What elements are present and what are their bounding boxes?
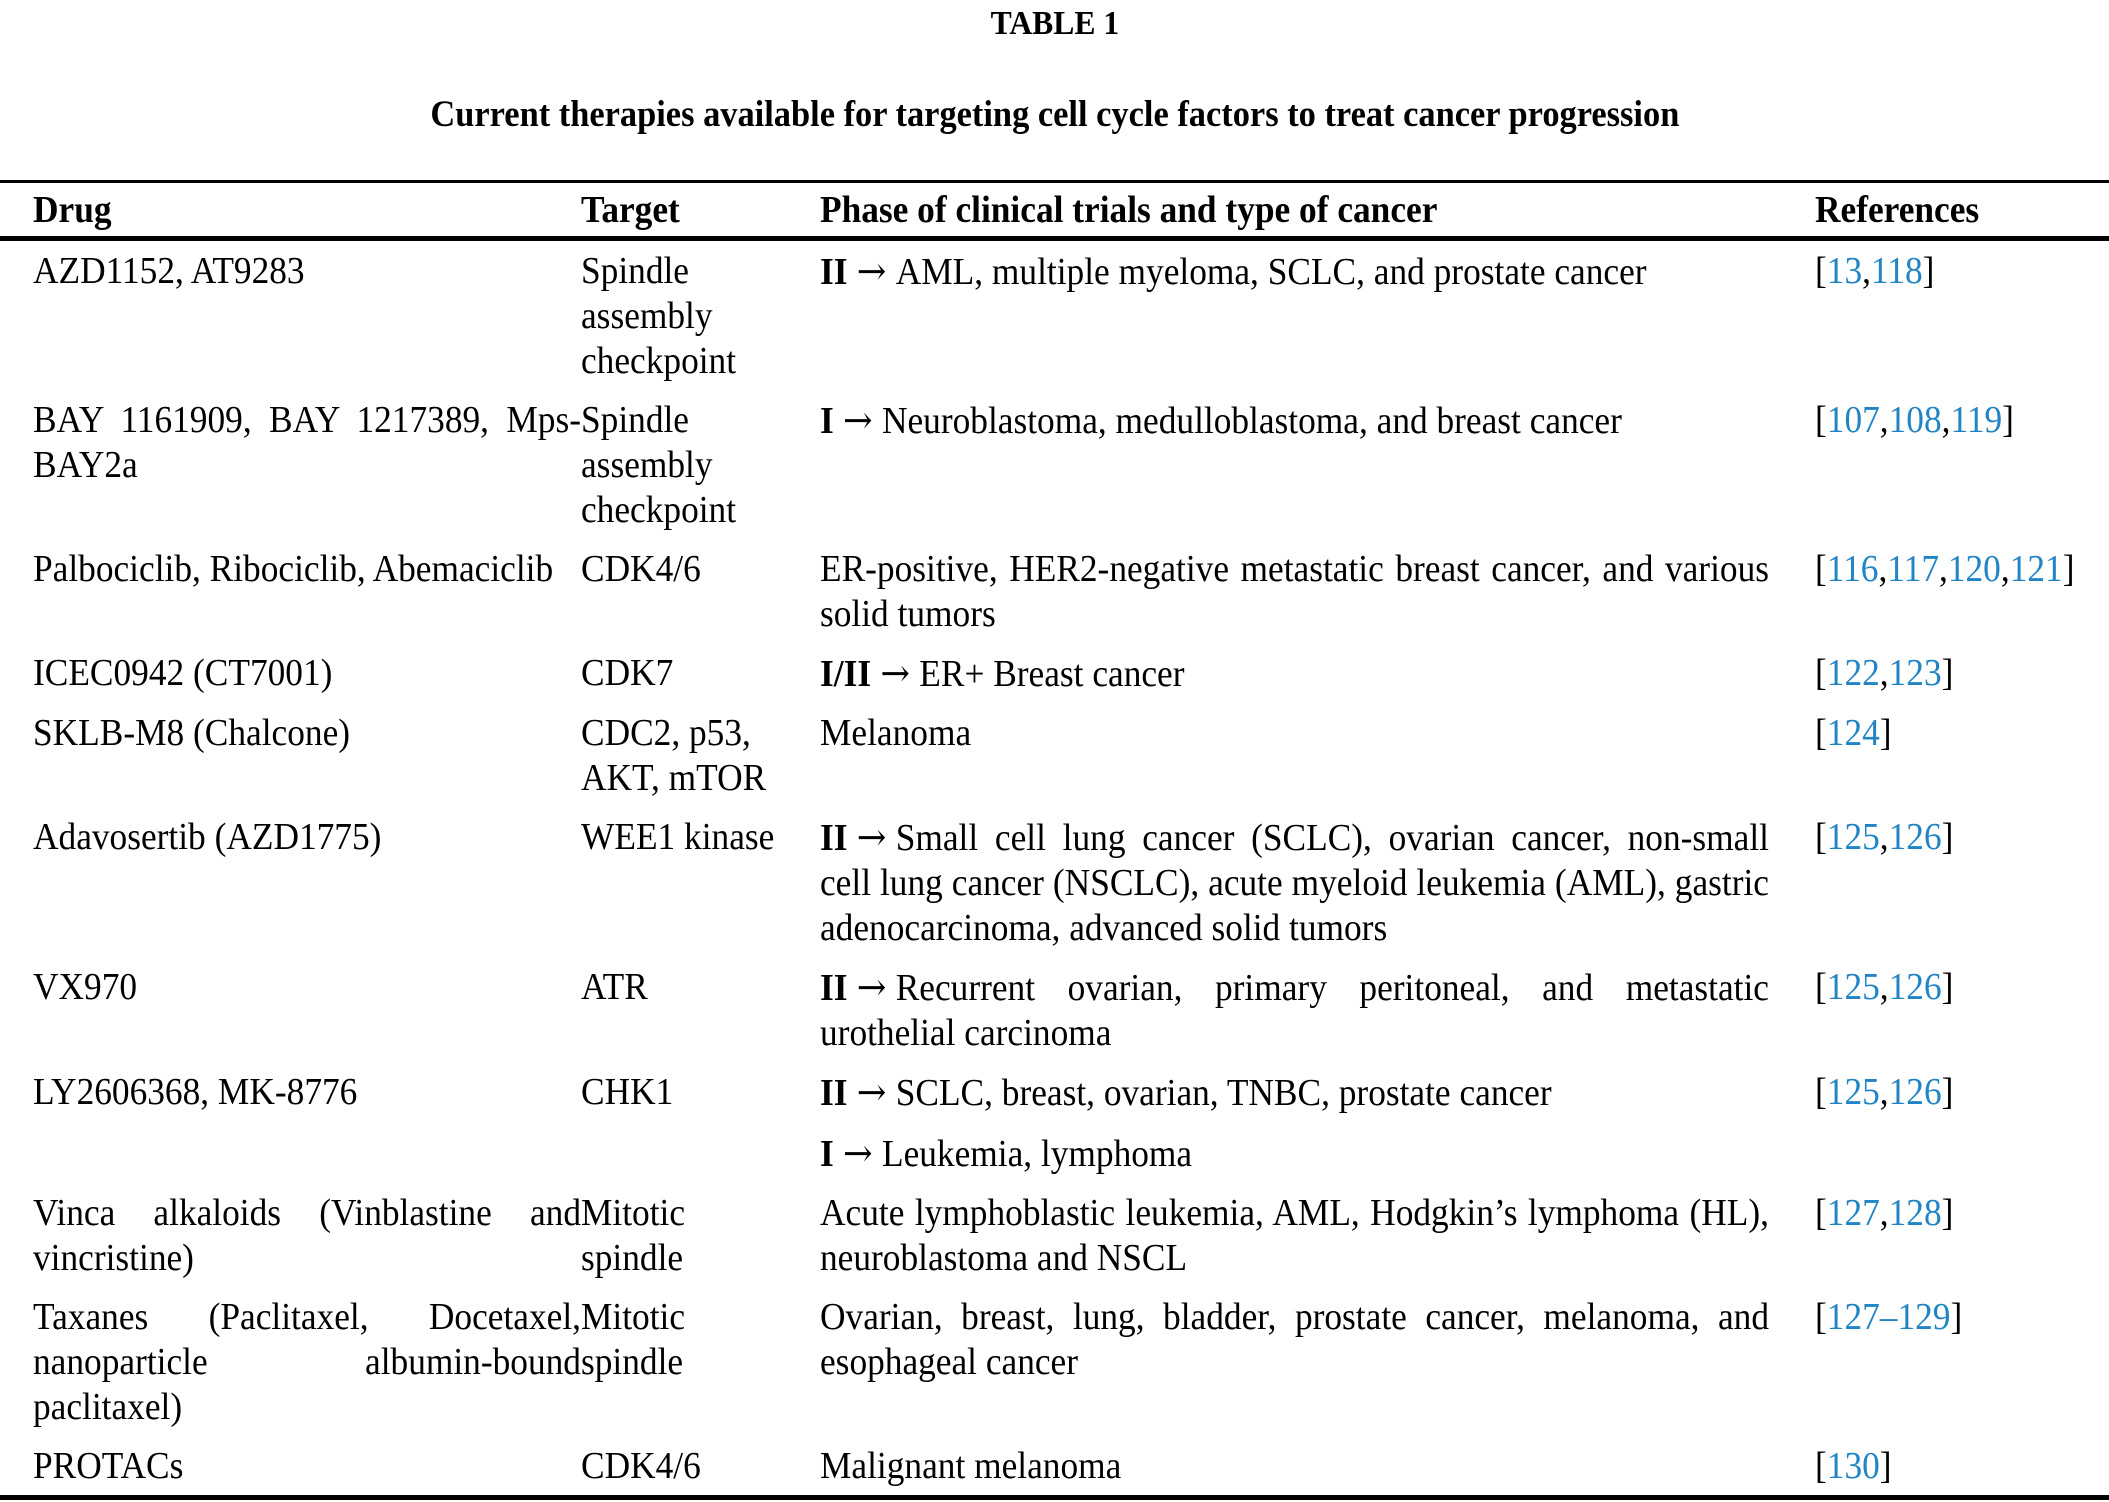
reference-open-bracket: [ (1815, 250, 1827, 292)
reference-close-bracket: ] (1941, 966, 1954, 1008)
drug-cell (0, 1287, 581, 1436)
references-content (1815, 815, 2109, 860)
reference-open-bracket: [ (1815, 652, 1827, 694)
reference-link[interactable]: 119 (1950, 399, 2003, 441)
reference-close-bracket: ] (1879, 1445, 1892, 1487)
table-title: Current therapies available for targeting cell cycle factors to treat cancer progression (430, 94, 1679, 135)
arrow-right-icon: → (856, 815, 887, 859)
target-name: CDK7 (581, 652, 674, 694)
target-name: CDK4/6 (581, 548, 701, 590)
phase-text: Leukemia, lymphoma (881, 1133, 1193, 1175)
references-cell (1815, 703, 2109, 807)
reference-separator: , (1878, 548, 1888, 590)
phase-text: ER+ Breast cancer (919, 653, 1185, 695)
phase-cell (820, 643, 1815, 703)
drug-name: AZD1152, AT9283 (33, 250, 305, 292)
reference-link[interactable]: 126 (1888, 966, 1942, 1008)
phase-cell (820, 807, 1815, 957)
phase-text: Small cell lung cancer (SCLC), ovarian cancer, non-small cell lung cancer (NSCLC), acute myeloid leukemia (AML), gastric adenocarcinoma, advanced solid tumors (820, 817, 1769, 949)
references-cell (1815, 539, 2109, 643)
table-row (0, 703, 2109, 807)
target-cell (581, 1062, 820, 1183)
arrow-right-icon: → (843, 1131, 873, 1175)
phase-entry (820, 547, 1769, 637)
reference-separator: , (1879, 1071, 1889, 1113)
reference-link[interactable]: 125 (1826, 1071, 1880, 1113)
target-cell (581, 539, 820, 643)
table-label: TABLE 1 (990, 5, 1119, 42)
phase-entry (820, 1131, 1769, 1177)
drug-cell (0, 1436, 581, 1498)
references-content (1815, 398, 2109, 443)
reference-link[interactable]: 125 (1826, 966, 1880, 1008)
reference-close-bracket: ] (1941, 1192, 1954, 1234)
target-name: Mitotic spindle (581, 1192, 686, 1279)
references-content (1815, 249, 2109, 294)
reference-link[interactable]: 127 (1826, 1192, 1880, 1234)
phase-text: SCLC, breast, ovarian, TNBC, prostate cancer (895, 1072, 1552, 1114)
references-content (1815, 1191, 2109, 1236)
phase-entry (820, 965, 1769, 1056)
reference-separator: , (1879, 652, 1889, 694)
table-row (0, 1062, 2109, 1183)
reference-close-bracket: ] (1879, 712, 1892, 754)
target-cell (581, 807, 820, 957)
phase-cell (820, 1287, 1815, 1436)
phase-content (820, 1444, 1769, 1489)
drug-name: ICEC0942 (CT7001) (33, 652, 333, 694)
reference-link[interactable]: 120 (1947, 548, 2001, 590)
phase-entry (820, 1191, 1769, 1281)
references-content (1815, 547, 2109, 592)
phase-cell (820, 1183, 1815, 1287)
phase-text: Recurrent ovarian, primary peritoneal, and metastatic urothelial carcinoma (820, 967, 1769, 1054)
reference-close-bracket: ] (1950, 1296, 1963, 1338)
table-row (0, 539, 2109, 643)
reference-open-bracket: [ (1815, 1445, 1827, 1487)
reference-link[interactable]: 126 (1888, 816, 1942, 858)
reference-separator: , (1862, 250, 1871, 292)
phase-content (820, 547, 1769, 637)
target-cell (581, 390, 820, 539)
references-cell (1815, 390, 2109, 539)
reference-close-bracket: ] (2062, 548, 2075, 590)
reference-link[interactable]: 122 (1826, 652, 1880, 694)
reference-link[interactable]: 108 (1888, 399, 1942, 441)
phase-number: II (820, 817, 848, 859)
phase-text: Melanoma (820, 712, 972, 754)
target-name: CDK4/6 (581, 1445, 701, 1487)
table-row (0, 239, 2109, 391)
drug-name: BAY 1161909, BAY 1217389, Mps-BAY2a (33, 399, 581, 486)
drug-name: Vinca alkaloids (Vinblastine and vincristine) (33, 1192, 581, 1279)
target-name: Spindle assembly checkpoint (581, 399, 737, 531)
references-cell (1815, 1436, 2109, 1498)
references-cell (1815, 239, 2109, 391)
target-cell (581, 703, 820, 807)
target-name: Spindle assembly checkpoint (581, 250, 737, 382)
phase-text: AML, multiple myeloma, SCLC, and prostate cancer (895, 251, 1647, 293)
phase-entry (820, 398, 1769, 444)
phase-content (820, 815, 1769, 951)
table-row (0, 957, 2109, 1062)
references-cell (1815, 957, 2109, 1062)
arrow-right-icon: → (856, 249, 887, 293)
column-header-target (581, 182, 820, 239)
target-cell (581, 1287, 820, 1436)
phase-text: Malignant melanoma (820, 1445, 1122, 1487)
target-cell (581, 1183, 820, 1287)
target-name: ATR (581, 966, 648, 1008)
table-body (0, 239, 2109, 1498)
references-cell (1815, 1062, 2109, 1183)
reference-link[interactable]: 118 (1870, 250, 1923, 292)
phase-content (820, 965, 1769, 1056)
target-name: Mitotic spindle (581, 1296, 686, 1383)
drug-name: PROTACs (33, 1445, 184, 1487)
table-row (0, 1183, 2109, 1287)
table-header (0, 182, 2109, 239)
header-row (0, 182, 2109, 239)
reference-open-bracket: [ (1815, 966, 1827, 1008)
references-content (1815, 711, 2109, 756)
reference-link[interactable]: 125 (1826, 816, 1880, 858)
reference-link[interactable]: 13 (1826, 250, 1863, 292)
drug-cell (0, 239, 581, 391)
column-header-label-drug: Drug (33, 189, 112, 231)
references-cell (1815, 643, 2109, 703)
arrow-right-icon: → (880, 651, 910, 695)
reference-separator: , (1879, 1192, 1889, 1234)
phase-cell (820, 239, 1815, 391)
phase-entry (820, 1295, 1769, 1385)
phase-cell (820, 390, 1815, 539)
phase-entry (820, 1070, 1769, 1116)
reference-separator: , (1939, 548, 1948, 590)
table-row (0, 1436, 2109, 1498)
drug-name: Adavosertib (AZD1775) (33, 816, 382, 858)
arrow-right-icon: → (856, 1070, 887, 1114)
phase-entry (820, 711, 1769, 756)
drug-cell (0, 390, 581, 539)
drug-cell (0, 1183, 581, 1287)
reference-open-bracket: [ (1815, 399, 1827, 441)
drug-name: SKLB-M8 (Chalcone) (33, 712, 351, 754)
phase-entry (820, 1444, 1769, 1489)
arrow-right-icon: → (843, 398, 873, 442)
therapies-table (0, 180, 2109, 1500)
reference-open-bracket: [ (1815, 1071, 1827, 1113)
phase-entry (820, 651, 1769, 697)
drug-cell (0, 539, 581, 643)
reference-link[interactable]: 117 (1887, 548, 1940, 590)
drug-name: Taxanes (Paclitaxel, Docetaxel, nanoparticle albumin-bound paclitaxel) (33, 1296, 581, 1428)
reference-close-bracket: ] (1941, 816, 1954, 858)
phase-content (820, 711, 1769, 756)
references-content (1815, 1444, 2109, 1489)
reference-open-bracket: [ (1815, 548, 1827, 590)
table-row (0, 390, 2109, 539)
table-label-wrap (0, 0, 2109, 44)
reference-link[interactable]: 116 (1826, 548, 1879, 590)
phase-number: II (820, 1072, 848, 1114)
target-cell (581, 239, 820, 391)
reference-separator: , (1879, 816, 1889, 858)
phase-cell (820, 957, 1815, 1062)
drug-cell (0, 703, 581, 807)
phase-content (820, 398, 1769, 444)
reference-close-bracket: ] (1941, 652, 1954, 694)
target-cell (581, 643, 820, 703)
reference-close-bracket: ] (1922, 250, 1935, 292)
reference-open-bracket: [ (1815, 712, 1827, 754)
reference-close-bracket: ] (2002, 399, 2014, 441)
table-row (0, 807, 2109, 957)
references-content (1815, 651, 2109, 696)
table-row (0, 643, 2109, 703)
reference-link[interactable]: 128 (1888, 1192, 1942, 1234)
target-name: WEE1 kinase (581, 816, 775, 858)
reference-link[interactable]: 121 (2009, 548, 2063, 590)
column-header-label-phase: Phase of clinical trials and type of cancer (820, 189, 1438, 231)
reference-link[interactable]: 124 (1826, 712, 1880, 754)
phase-content (820, 1070, 1769, 1177)
phase-cell (820, 1062, 1815, 1183)
reference-separator: , (2000, 548, 2010, 590)
drug-name: VX970 (33, 966, 138, 1008)
phase-entry (820, 815, 1769, 951)
table-title-wrap (0, 92, 2109, 138)
drug-cell (0, 1062, 581, 1183)
reference-separator: , (1879, 399, 1889, 441)
phase-entry (820, 249, 1769, 295)
phase-cell (820, 703, 1815, 807)
phase-content (820, 651, 1769, 697)
drug-cell (0, 643, 581, 703)
phase-number: I (820, 400, 834, 442)
reference-link[interactable]: 126 (1888, 1071, 1942, 1113)
references-cell (1815, 807, 2109, 957)
target-name: CDC2, p53, AKT, mTOR (581, 712, 767, 799)
drug-name: Palbociclib, Ribociclib, Abemaciclib (33, 548, 554, 590)
references-content (1815, 965, 2109, 1010)
phase-text: ER-positive, HER2-negative metastatic breast cancer, and various solid tumors (820, 548, 1769, 635)
phase-text: Acute lymphoblastic leukemia, AML, Hodgkin’s lymphoma (HL), neuroblastoma and NSCL (820, 1192, 1769, 1279)
references-cell (1815, 1287, 2109, 1436)
phase-cell (820, 539, 1815, 643)
reference-close-bracket: ] (1941, 1071, 1954, 1113)
references-content (1815, 1070, 2109, 1115)
table-row (0, 1287, 2109, 1436)
target-name: CHK1 (581, 1071, 674, 1113)
phase-cell (820, 1436, 1815, 1498)
reference-open-bracket: [ (1815, 816, 1827, 858)
drug-cell (0, 957, 581, 1062)
reference-link[interactable]: 107 (1826, 399, 1880, 441)
arrow-right-icon: → (856, 965, 887, 1009)
phase-number: I (820, 1133, 834, 1175)
drug-cell (0, 807, 581, 957)
column-header-label-refs: References (1815, 189, 1980, 231)
phase-text: Ovarian, breast, lung, bladder, prostate cancer, melanoma, and esophageal cancer (820, 1296, 1769, 1383)
references-content (1815, 1295, 2109, 1340)
phase-number: II (820, 251, 848, 293)
phase-content (820, 249, 1769, 295)
phase-content (820, 1295, 1769, 1385)
target-cell (581, 1436, 820, 1498)
column-header-drug (0, 182, 581, 239)
references-cell (1815, 1183, 2109, 1287)
reference-open-bracket: [ (1815, 1296, 1827, 1338)
reference-link[interactable]: 127–129 (1826, 1296, 1951, 1338)
column-header-phase (820, 182, 1815, 239)
reference-link[interactable]: 123 (1888, 652, 1942, 694)
phase-text: Neuroblastoma, medulloblastoma, and breast cancer (881, 400, 1622, 442)
reference-link[interactable]: 130 (1826, 1445, 1880, 1487)
reference-separator: , (1941, 399, 1951, 441)
drug-name: LY2606368, MK-8776 (33, 1071, 358, 1113)
reference-separator: , (1879, 966, 1889, 1008)
phase-content (820, 1191, 1769, 1281)
phase-number: II (820, 967, 848, 1009)
phase-number: I/II (820, 653, 872, 695)
reference-open-bracket: [ (1815, 1192, 1827, 1234)
column-header-refs (1815, 182, 2109, 239)
column-header-label-target: Target (581, 189, 680, 231)
target-cell (581, 957, 820, 1062)
